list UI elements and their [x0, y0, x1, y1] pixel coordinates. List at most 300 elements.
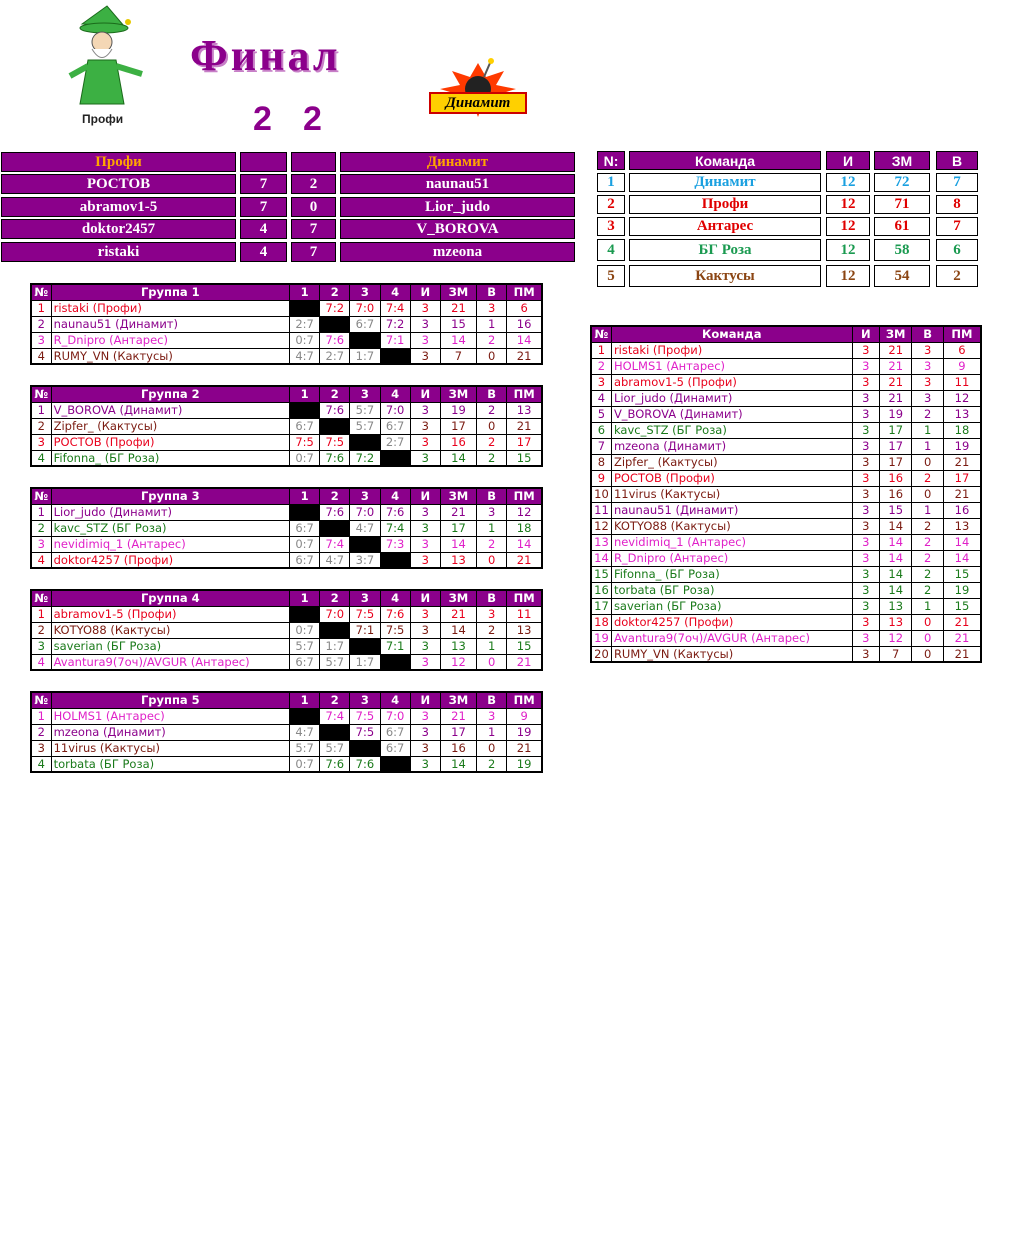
- overall-header-cell: И: [852, 326, 879, 342]
- row-number: 2: [591, 358, 611, 374]
- score-cell: 6:7: [350, 316, 380, 332]
- player-name: naunau51 (Динамит): [51, 316, 289, 332]
- score-cell: 7:3: [380, 536, 410, 552]
- standings-cell: 2: [936, 265, 978, 287]
- score-cell: 7:5: [320, 434, 350, 450]
- row-number: 5: [591, 406, 611, 422]
- group-header-cell: 1: [290, 692, 320, 708]
- row-number: 11: [591, 502, 611, 518]
- row-number: 20: [591, 646, 611, 662]
- stat-cell: 3: [410, 552, 440, 568]
- standings-cell: 1: [597, 173, 625, 192]
- table-row: [591, 438, 981, 454]
- stat-cell: 3: [852, 566, 879, 582]
- stat-cell: 13: [507, 402, 542, 418]
- group-header-cell: 1: [290, 488, 320, 504]
- stat-cell: 0: [912, 486, 943, 502]
- group-header-cell: В: [477, 488, 507, 504]
- overall-header-cell: ПМ: [943, 326, 981, 342]
- table-row: [31, 552, 542, 568]
- score-cell: 7:5: [350, 724, 380, 740]
- stat-cell: 13: [440, 552, 476, 568]
- player-name: abramov1-5 (Профи): [611, 374, 852, 390]
- stat-cell: 13: [943, 518, 981, 534]
- score-cell: 0:7: [290, 622, 320, 638]
- table-row: [591, 518, 981, 534]
- stat-cell: 14: [507, 536, 542, 552]
- empty-cell: [290, 606, 320, 622]
- group-table: [30, 589, 543, 671]
- row-number: 1: [591, 342, 611, 358]
- row-number: 3: [591, 374, 611, 390]
- standings-cell: 72: [874, 173, 930, 192]
- score-right: 2: [303, 100, 322, 138]
- stat-cell: 19: [943, 582, 981, 598]
- empty-cell: [320, 316, 350, 332]
- standings-cell: 5: [597, 265, 625, 287]
- player-name: torbata (БГ Роза): [51, 756, 289, 772]
- player-name: doktor4257 (Профи): [51, 552, 289, 568]
- stat-cell: 1: [912, 438, 943, 454]
- stat-cell: 3: [410, 300, 440, 316]
- row-number: 8: [591, 454, 611, 470]
- standings-cell: 4: [597, 239, 625, 261]
- stat-cell: 3: [477, 708, 507, 724]
- player-name: naunau51 (Динамит): [611, 502, 852, 518]
- stat-cell: 3: [852, 502, 879, 518]
- stat-cell: 0: [477, 418, 507, 434]
- stat-cell: 21: [879, 390, 911, 406]
- stat-cell: 3: [410, 724, 440, 740]
- table-row: [31, 402, 542, 418]
- group-header-cell: 2: [320, 386, 350, 402]
- group-header-cell: И: [410, 386, 440, 402]
- group-header-cell: 2: [320, 284, 350, 300]
- player-name: Avantura9(7оч)/AVGUR (Антарес): [51, 654, 289, 670]
- table-row: [591, 374, 981, 390]
- standings-cell: 12: [826, 217, 870, 236]
- group-header-cell: 4: [380, 284, 410, 300]
- standings-cell: 71: [874, 195, 930, 214]
- stat-cell: 6: [943, 342, 981, 358]
- standings-header: N:: [597, 151, 625, 170]
- profi-logo: [62, 4, 152, 112]
- stat-cell: 1: [477, 724, 507, 740]
- table-row: [591, 566, 981, 582]
- stat-cell: 3: [852, 390, 879, 406]
- overall-table-grid: [590, 325, 982, 663]
- stat-cell: 3: [477, 300, 507, 316]
- standings-header: Команда: [629, 151, 821, 170]
- stat-cell: 13: [507, 622, 542, 638]
- stat-cell: 14: [440, 756, 476, 772]
- score-cell: 7:6: [320, 450, 350, 466]
- group-header-cell: Группа 4: [51, 590, 289, 606]
- match-cell: 2: [291, 174, 336, 194]
- table-row: [591, 422, 981, 438]
- empty-cell: [350, 332, 380, 348]
- table-row: [591, 534, 981, 550]
- stat-cell: 19: [879, 406, 911, 422]
- group-header-cell: 3: [350, 590, 380, 606]
- row-number: 4: [31, 756, 51, 772]
- standings-cell: Кактусы: [629, 265, 821, 287]
- group-header-cell: 3: [350, 692, 380, 708]
- score-cell: 5:7: [320, 740, 350, 756]
- match-cell: 4: [240, 242, 287, 262]
- stat-cell: 3: [410, 316, 440, 332]
- player-name: mzeona (Динамит): [611, 438, 852, 454]
- stat-cell: 0: [912, 646, 943, 662]
- group-header-cell: Группа 3: [51, 488, 289, 504]
- stat-cell: 17: [879, 422, 911, 438]
- group-table: [30, 487, 543, 569]
- score-cell: 4:7: [290, 348, 320, 364]
- stat-cell: 3: [912, 374, 943, 390]
- empty-cell: [350, 740, 380, 756]
- standings-cell: 8: [936, 195, 978, 214]
- empty-cell: [380, 552, 410, 568]
- table-row: [591, 390, 981, 406]
- score-cell: 1:7: [320, 638, 350, 654]
- group-header-cell: Группа 1: [51, 284, 289, 300]
- stat-cell: 14: [879, 518, 911, 534]
- player-name: kavc_STZ (БГ Роза): [51, 520, 289, 536]
- stat-cell: 16: [440, 434, 476, 450]
- score-cell: 5:7: [350, 402, 380, 418]
- score-cell: 7:5: [350, 606, 380, 622]
- stat-cell: 3: [410, 756, 440, 772]
- row-number: 10: [591, 486, 611, 502]
- stat-cell: 3: [410, 450, 440, 466]
- stat-cell: 14: [879, 550, 911, 566]
- stat-cell: 17: [879, 438, 911, 454]
- stat-cell: 14: [943, 534, 981, 550]
- score-cell: 7:6: [320, 402, 350, 418]
- stat-cell: 3: [410, 332, 440, 348]
- group-header-cell: №: [31, 488, 51, 504]
- match-cell: ristaki: [1, 242, 236, 262]
- stat-cell: 2: [912, 406, 943, 422]
- score-cell: 4:7: [290, 724, 320, 740]
- stat-cell: 13: [943, 406, 981, 422]
- stat-cell: 21: [507, 552, 542, 568]
- row-number: 16: [591, 582, 611, 598]
- player-name: RUMY_VN (Кактусы): [51, 348, 289, 364]
- stat-cell: 12: [879, 630, 911, 646]
- group-header-cell: Группа 5: [51, 692, 289, 708]
- stat-cell: 18: [507, 520, 542, 536]
- table-row: [591, 454, 981, 470]
- player-name: nevidimiq_1 (Антарес): [51, 536, 289, 552]
- score-cell: 7:2: [350, 450, 380, 466]
- empty-cell: [290, 300, 320, 316]
- player-name: Lior_judo (Динамит): [611, 390, 852, 406]
- table-row: [31, 434, 542, 450]
- match-cell: abramov1-5: [1, 197, 236, 217]
- score-cell: 6:7: [380, 740, 410, 756]
- score-cell: 7:6: [380, 606, 410, 622]
- group-header-cell: ЗМ: [440, 590, 476, 606]
- stat-cell: 17: [440, 724, 476, 740]
- standings-cell: Профи: [629, 195, 821, 214]
- player-name: ristaki (Профи): [51, 300, 289, 316]
- stat-cell: 17: [440, 418, 476, 434]
- stat-cell: 0: [477, 654, 507, 670]
- score-cell: 2:7: [290, 316, 320, 332]
- stat-cell: 3: [852, 646, 879, 662]
- group-header-cell: 1: [290, 590, 320, 606]
- row-number: 3: [31, 332, 51, 348]
- row-number: 4: [31, 348, 51, 364]
- stat-cell: 3: [410, 418, 440, 434]
- row-number: 4: [591, 390, 611, 406]
- table-row: [31, 536, 542, 552]
- stat-cell: 11: [943, 374, 981, 390]
- stat-cell: 3: [410, 654, 440, 670]
- group-table: [30, 283, 543, 365]
- row-number: 1: [31, 606, 51, 622]
- player-name: HOLMS1 (Антарес): [611, 358, 852, 374]
- row-number: 1: [31, 504, 51, 520]
- standings-cell: 12: [826, 173, 870, 192]
- stat-cell: 0: [477, 740, 507, 756]
- stat-cell: 2: [477, 756, 507, 772]
- stat-cell: 3: [410, 504, 440, 520]
- stat-cell: 17: [943, 470, 981, 486]
- group-header-cell: В: [477, 386, 507, 402]
- player-name: 11virus (Кактусы): [51, 740, 289, 756]
- stat-cell: 3: [852, 406, 879, 422]
- player-name: Zipfer_ (Кактусы): [51, 418, 289, 434]
- stat-cell: 3: [912, 358, 943, 374]
- player-name: Fifonna_ (БГ Роза): [611, 566, 852, 582]
- stat-cell: 21: [943, 454, 981, 470]
- score-cell: 6:7: [290, 654, 320, 670]
- stat-cell: 3: [477, 504, 507, 520]
- group-header-cell: 1: [290, 284, 320, 300]
- player-name: abramov1-5 (Профи): [51, 606, 289, 622]
- table-row: [31, 724, 542, 740]
- group-header-cell: 4: [380, 386, 410, 402]
- overall-header-cell: №: [591, 326, 611, 342]
- score-cell: 7:1: [350, 622, 380, 638]
- stat-cell: 16: [879, 486, 911, 502]
- stat-cell: 14: [879, 566, 911, 582]
- stat-cell: 21: [507, 418, 542, 434]
- score-cell: 3:7: [350, 552, 380, 568]
- group-header-cell: 4: [380, 488, 410, 504]
- table-row: [31, 638, 542, 654]
- stat-cell: 0: [912, 630, 943, 646]
- score-cell: 6:7: [290, 418, 320, 434]
- empty-cell: [290, 708, 320, 724]
- group-table: [30, 691, 543, 773]
- overall-header-cell: Команда: [611, 326, 852, 342]
- stat-cell: 9: [943, 358, 981, 374]
- row-number: 19: [591, 630, 611, 646]
- group-header-cell: ПМ: [507, 386, 542, 402]
- score-cell: 5:7: [290, 740, 320, 756]
- row-number: 1: [31, 708, 51, 724]
- stat-cell: 3: [852, 518, 879, 534]
- stat-cell: 15: [943, 598, 981, 614]
- standings-cell: Антарес: [629, 217, 821, 236]
- player-name: ristaki (Профи): [611, 342, 852, 358]
- standings-cell: БГ Роза: [629, 239, 821, 261]
- group-header-cell: ПМ: [507, 488, 542, 504]
- stat-cell: 1: [477, 520, 507, 536]
- table-row: [31, 756, 542, 772]
- player-name: doktor4257 (Профи): [611, 614, 852, 630]
- score-cell: 7:2: [380, 316, 410, 332]
- group-header-cell: 3: [350, 488, 380, 504]
- player-name: Fifonna_ (БГ Роза): [51, 450, 289, 466]
- stat-cell: 2: [912, 582, 943, 598]
- stat-cell: 18: [943, 422, 981, 438]
- row-number: 4: [31, 450, 51, 466]
- stat-cell: 21: [879, 374, 911, 390]
- row-number: 18: [591, 614, 611, 630]
- stat-cell: 21: [507, 348, 542, 364]
- match-header-cell: [291, 152, 336, 172]
- stat-cell: 12: [943, 390, 981, 406]
- group-header-cell: 2: [320, 590, 350, 606]
- score-cell: 7:0: [350, 300, 380, 316]
- stat-cell: 16: [440, 740, 476, 756]
- table-row: [591, 630, 981, 646]
- player-name: saverian (БГ Роза): [611, 598, 852, 614]
- table-row: [591, 646, 981, 662]
- table-row: [591, 582, 981, 598]
- stat-cell: 15: [440, 316, 476, 332]
- standings-cell: 54: [874, 265, 930, 287]
- player-name: KOTYO88 (Кактусы): [51, 622, 289, 638]
- stat-cell: 3: [410, 536, 440, 552]
- stat-cell: 15: [879, 502, 911, 518]
- score-cell: 0:7: [290, 536, 320, 552]
- player-name: mzeona (Динамит): [51, 724, 289, 740]
- table-row: [31, 450, 542, 466]
- score-cell: 7:0: [380, 402, 410, 418]
- stat-cell: 0: [912, 614, 943, 630]
- player-name: Zipfer_ (Кактусы): [611, 454, 852, 470]
- score-cell: 4:7: [350, 520, 380, 536]
- standings-header: В: [936, 151, 978, 170]
- standings-cell: 6: [936, 239, 978, 261]
- stat-cell: 14: [507, 332, 542, 348]
- row-number: 15: [591, 566, 611, 582]
- stat-cell: 3: [852, 358, 879, 374]
- stat-cell: 12: [440, 654, 476, 670]
- stat-cell: 1: [912, 502, 943, 518]
- stat-cell: 15: [943, 566, 981, 582]
- table-row: [591, 406, 981, 422]
- empty-cell: [380, 654, 410, 670]
- score-cell: 7:5: [290, 434, 320, 450]
- stat-cell: 17: [879, 454, 911, 470]
- score-cell: 7:0: [380, 708, 410, 724]
- row-number: 3: [31, 638, 51, 654]
- stat-cell: 3: [852, 342, 879, 358]
- stat-cell: 3: [410, 740, 440, 756]
- group-header-cell: 2: [320, 692, 350, 708]
- standings-header: ЗМ: [874, 151, 930, 170]
- score-cell: 6:7: [380, 724, 410, 740]
- score-left: 2: [253, 100, 272, 138]
- standings-cell: 61: [874, 217, 930, 236]
- score-cell: 2:7: [380, 434, 410, 450]
- stat-cell: 14: [440, 450, 476, 466]
- stat-cell: 2: [477, 434, 507, 450]
- stat-cell: 21: [507, 740, 542, 756]
- group-header-cell: №: [31, 590, 51, 606]
- score-cell: 6:7: [290, 520, 320, 536]
- empty-cell: [380, 756, 410, 772]
- match-header-cell: Профи: [1, 152, 236, 172]
- dinamit-logo-text: Динамит: [445, 95, 511, 111]
- score-cell: 7:6: [350, 756, 380, 772]
- player-name: kavc_STZ (БГ Роза): [611, 422, 852, 438]
- table-row: [31, 606, 542, 622]
- row-number: 6: [591, 422, 611, 438]
- table-row: [31, 316, 542, 332]
- standings-cell: 12: [826, 195, 870, 214]
- player-name: R_Dnipro (Антарес): [51, 332, 289, 348]
- table-row: [31, 332, 542, 348]
- stat-cell: 21: [943, 614, 981, 630]
- match-cell: V_BOROVA: [340, 219, 575, 239]
- player-name: 11virus (Кактусы): [611, 486, 852, 502]
- stat-cell: 3: [410, 622, 440, 638]
- group-header-cell: 2: [320, 488, 350, 504]
- row-number: 1: [31, 402, 51, 418]
- empty-cell: [380, 348, 410, 364]
- group-header-cell: 3: [350, 386, 380, 402]
- stat-cell: 16: [879, 470, 911, 486]
- stat-cell: 13: [879, 598, 911, 614]
- player-name: HOLMS1 (Антарес): [51, 708, 289, 724]
- score-cell: 7:6: [320, 504, 350, 520]
- group-header-cell: В: [477, 692, 507, 708]
- score-cell: 7:4: [320, 536, 350, 552]
- stat-cell: 14: [879, 534, 911, 550]
- score-cell: 1:7: [350, 654, 380, 670]
- score-cell: 0:7: [290, 756, 320, 772]
- score-cell: 7:5: [350, 708, 380, 724]
- table-row: [31, 654, 542, 670]
- stat-cell: 2: [477, 402, 507, 418]
- stat-cell: 21: [879, 358, 911, 374]
- stat-cell: 3: [852, 486, 879, 502]
- standings-header: И: [826, 151, 870, 170]
- stat-cell: 9: [507, 708, 542, 724]
- stat-cell: 11: [507, 606, 542, 622]
- empty-cell: [320, 418, 350, 434]
- stat-cell: 3: [410, 708, 440, 724]
- stat-cell: 2: [912, 518, 943, 534]
- row-number: 12: [591, 518, 611, 534]
- player-name: V_BOROVA (Динамит): [611, 406, 852, 422]
- table-row: [591, 502, 981, 518]
- table-row: [31, 418, 542, 434]
- stat-cell: 3: [852, 470, 879, 486]
- stat-cell: 3: [852, 582, 879, 598]
- score-cell: 7:1: [380, 332, 410, 348]
- table-row: [31, 708, 542, 724]
- score-cell: 4:7: [320, 552, 350, 568]
- stat-cell: 1: [912, 598, 943, 614]
